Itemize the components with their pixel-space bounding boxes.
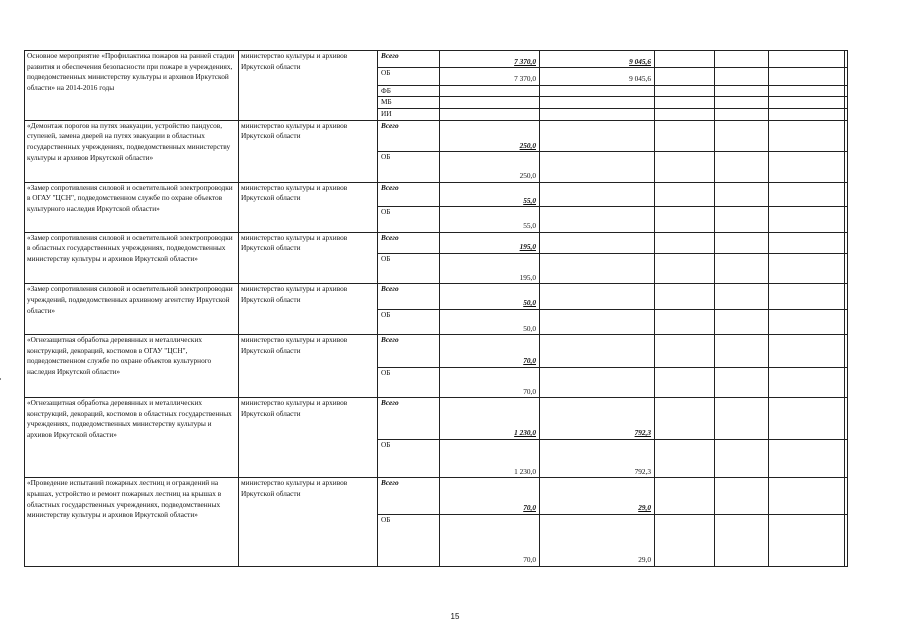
empty-cell bbox=[845, 109, 848, 121]
empty-cell bbox=[845, 478, 848, 515]
empty-cell bbox=[655, 97, 715, 109]
value-2014-cell: 195,0 bbox=[440, 232, 540, 253]
empty-cell bbox=[845, 515, 848, 567]
empty-cell bbox=[845, 398, 848, 440]
empty-cell bbox=[655, 51, 715, 68]
table-row bbox=[25, 335, 848, 368]
empty-cell bbox=[769, 85, 845, 97]
executor-cell: министерство культуры и архивов Иркутской области bbox=[239, 284, 378, 335]
value-2014-cell: 50,0 bbox=[440, 284, 540, 309]
value-2014-cell: 55,0 bbox=[440, 207, 540, 232]
page-number: 15 bbox=[450, 612, 460, 621]
empty-cell bbox=[845, 85, 848, 97]
value-2015-cell: 9 045,6 bbox=[540, 68, 655, 85]
table-row bbox=[25, 284, 848, 309]
empty-cell bbox=[845, 51, 848, 68]
event-name-cell: «Проведение испытаний пожарных лестниц и ограждений на крышах, устройство и ремонт пожарных лестниц на крышах в областных государственных учреждениях, подведомственных министерству культуры и архивов Иркутской области» bbox=[25, 478, 239, 567]
event-name-cell: «Огнезащитная обработка деревянных и металлических конструкций, декораций, костюмов в областных государственных учреждениях, подведомственных министерству культуры и архивов Иркутской области» bbox=[25, 398, 239, 478]
empty-cell bbox=[715, 253, 769, 283]
funding-source-cell: Всего bbox=[378, 398, 440, 440]
table-row bbox=[25, 478, 848, 515]
empty-cell bbox=[655, 367, 715, 397]
empty-cell bbox=[845, 68, 848, 85]
event-name-cell: Основное мероприятие «Профилактика пожаров на ранней стадии развития и обеспечения безопасности при пожаре в учреждениях, подведомственных министерству культуры и архивов Иркутской области» на 2014-2016 годы bbox=[25, 51, 239, 121]
value-2015-cell bbox=[540, 253, 655, 283]
empty-cell bbox=[655, 478, 715, 515]
empty-cell bbox=[715, 207, 769, 232]
value-2014-cell: 7 370,0 bbox=[440, 68, 540, 85]
empty-cell bbox=[845, 207, 848, 232]
funding-source-cell: ИИ bbox=[378, 109, 440, 121]
value-2015-cell bbox=[540, 367, 655, 397]
empty-cell bbox=[655, 439, 715, 478]
empty-cell bbox=[769, 478, 845, 515]
executor-cell: министерство культуры и архивов Иркутской области bbox=[239, 232, 378, 284]
funding-source-cell: Всего bbox=[378, 51, 440, 68]
empty-cell bbox=[715, 109, 769, 121]
empty-cell bbox=[769, 109, 845, 121]
empty-cell bbox=[769, 152, 845, 182]
executor-cell: министерство культуры и архивов Иркутской области bbox=[239, 398, 378, 478]
funding-source-cell: ОБ bbox=[378, 207, 440, 232]
executor-cell: министерство культуры и архивов Иркутской области bbox=[239, 51, 378, 121]
funding-source-cell: Всего bbox=[378, 182, 440, 206]
empty-cell bbox=[845, 439, 848, 478]
value-2015-cell bbox=[540, 309, 655, 334]
value-2015-cell: 29,0 bbox=[540, 515, 655, 567]
event-name-cell: «Замер сопротивления силовой и осветительной электропроводки учреждений, подведомственных архивному агентству Иркутской области» bbox=[25, 284, 239, 335]
value-2015-cell bbox=[540, 109, 655, 121]
empty-cell bbox=[655, 85, 715, 97]
empty-cell bbox=[655, 335, 715, 368]
value-2014-cell: 50,0 bbox=[440, 309, 540, 334]
empty-cell bbox=[715, 120, 769, 152]
empty-cell bbox=[769, 367, 845, 397]
empty-cell bbox=[715, 398, 769, 440]
empty-cell bbox=[655, 253, 715, 283]
empty-cell bbox=[655, 309, 715, 334]
value-2015-cell: 9 045,6 bbox=[540, 51, 655, 68]
empty-cell bbox=[715, 478, 769, 515]
value-2015-cell bbox=[540, 232, 655, 253]
value-2014-cell: 70,0 bbox=[440, 335, 540, 368]
empty-cell bbox=[715, 85, 769, 97]
empty-cell bbox=[715, 515, 769, 567]
empty-cell bbox=[655, 152, 715, 182]
empty-cell bbox=[845, 152, 848, 182]
value-2014-cell: 1 230,0 bbox=[440, 398, 540, 440]
empty-cell bbox=[769, 207, 845, 232]
empty-cell bbox=[845, 182, 848, 206]
table-row bbox=[25, 182, 848, 206]
empty-cell bbox=[655, 232, 715, 253]
empty-cell bbox=[769, 284, 845, 309]
empty-cell bbox=[769, 253, 845, 283]
empty-cell bbox=[715, 232, 769, 253]
funding-source-cell: ОБ bbox=[378, 515, 440, 567]
empty-cell bbox=[715, 309, 769, 334]
empty-cell bbox=[655, 284, 715, 309]
funding-source-cell: ОБ bbox=[378, 367, 440, 397]
empty-cell bbox=[715, 51, 769, 68]
empty-cell bbox=[715, 367, 769, 397]
value-2014-cell bbox=[440, 97, 540, 109]
value-2014-cell: 250,0 bbox=[440, 152, 540, 182]
value-2015-cell bbox=[540, 152, 655, 182]
funding-source-cell: Всего bbox=[378, 232, 440, 253]
empty-cell bbox=[769, 515, 845, 567]
executor-cell: министерство культуры и архивов Иркутской области bbox=[239, 335, 378, 398]
empty-cell bbox=[715, 68, 769, 85]
empty-cell bbox=[845, 232, 848, 253]
empty-cell bbox=[769, 398, 845, 440]
value-2014-cell bbox=[440, 85, 540, 97]
value-2015-cell bbox=[540, 182, 655, 206]
empty-cell bbox=[845, 309, 848, 334]
empty-cell bbox=[655, 182, 715, 206]
value-2014-cell: 195,0 bbox=[440, 253, 540, 283]
empty-cell bbox=[845, 335, 848, 368]
value-2014-cell: 7 370,0 bbox=[440, 51, 540, 68]
funding-source-cell: МБ bbox=[378, 97, 440, 109]
empty-cell bbox=[769, 335, 845, 368]
funding-source-cell: ОБ bbox=[378, 152, 440, 182]
empty-cell bbox=[655, 109, 715, 121]
value-2015-cell: 792,3 bbox=[540, 398, 655, 440]
funding-source-cell: ФБ bbox=[378, 85, 440, 97]
funding-source-cell: Всего bbox=[378, 120, 440, 152]
empty-cell bbox=[845, 253, 848, 283]
empty-cell bbox=[715, 152, 769, 182]
event-name-cell: «Огнезащитная обработка деревянных и металлических конструкций, декораций, костюмов в ОГАУ "ЦСН", подведомственном службе по охране объектов культурного наследия Иркутской области» bbox=[25, 335, 239, 398]
value-2015-cell: 792,3 bbox=[540, 439, 655, 478]
empty-cell bbox=[769, 97, 845, 109]
value-2015-cell: 29,0 bbox=[540, 478, 655, 515]
empty-cell bbox=[769, 120, 845, 152]
value-2014-cell: 70,0 bbox=[440, 515, 540, 567]
value-2014-cell: 1 230,0 bbox=[440, 439, 540, 478]
empty-cell bbox=[715, 182, 769, 206]
executor-cell: министерство культуры и архивов Иркутской области bbox=[239, 120, 378, 182]
empty-cell bbox=[715, 97, 769, 109]
value-2015-cell bbox=[540, 85, 655, 97]
funding-source-cell: Всего bbox=[378, 284, 440, 309]
empty-cell bbox=[845, 284, 848, 309]
empty-cell bbox=[655, 120, 715, 152]
table-row bbox=[25, 398, 848, 440]
table-row bbox=[25, 120, 848, 152]
empty-cell bbox=[769, 68, 845, 85]
executor-cell: министерство культуры и архивов Иркутской области bbox=[239, 478, 378, 567]
funding-source-cell: ОБ bbox=[378, 253, 440, 283]
value-2014-cell: 70,0 bbox=[440, 478, 540, 515]
funding-source-cell: Всего bbox=[378, 478, 440, 515]
event-name-cell: «Замер сопротивления силовой и осветительной электропроводки в ОГАУ "ЦСН", подведомственном службе по охране объектов культурного наследия Иркутской области» bbox=[25, 182, 239, 232]
empty-cell bbox=[769, 51, 845, 68]
funding-source-cell: ОБ bbox=[378, 68, 440, 85]
empty-cell bbox=[715, 284, 769, 309]
value-2015-cell bbox=[540, 207, 655, 232]
value-2014-cell: 250,0 bbox=[440, 120, 540, 152]
empty-cell bbox=[845, 120, 848, 152]
scan-speck bbox=[0, 378, 1, 380]
table-row bbox=[25, 232, 848, 253]
empty-cell bbox=[769, 439, 845, 478]
empty-cell bbox=[769, 182, 845, 206]
funding-source-cell: ОБ bbox=[378, 439, 440, 478]
empty-cell bbox=[655, 68, 715, 85]
event-name-cell: «Демонтаж порогов на путях эвакуации, устройство пандусов, ступеней, замена дверей на путях эвакуации в областных государственных учреждениях, подведомственных министерству культуры и архивов Иркутской области» bbox=[25, 120, 239, 182]
value-2015-cell bbox=[540, 97, 655, 109]
funding-source-cell: Всего bbox=[378, 335, 440, 368]
empty-cell bbox=[655, 515, 715, 567]
value-2015-cell bbox=[540, 120, 655, 152]
value-2015-cell bbox=[540, 335, 655, 368]
value-2014-cell bbox=[440, 109, 540, 121]
empty-cell bbox=[769, 309, 845, 334]
value-2014-cell: 55,0 bbox=[440, 182, 540, 206]
value-2014-cell: 70,0 bbox=[440, 367, 540, 397]
table-row bbox=[25, 51, 848, 68]
executor-cell: министерство культуры и архивов Иркутской области bbox=[239, 182, 378, 232]
value-2015-cell bbox=[540, 284, 655, 309]
empty-cell bbox=[769, 232, 845, 253]
budget-table bbox=[24, 50, 848, 567]
empty-cell bbox=[845, 367, 848, 397]
event-name-cell: «Замер сопротивления силовой и осветительной электропроводки в областных государственных учреждениях, подведомственных министерству культуры и архивов Иркутской области» bbox=[25, 232, 239, 284]
empty-cell bbox=[655, 207, 715, 232]
empty-cell bbox=[715, 335, 769, 368]
empty-cell bbox=[715, 439, 769, 478]
empty-cell bbox=[845, 97, 848, 109]
empty-cell bbox=[655, 398, 715, 440]
funding-source-cell: ОБ bbox=[378, 309, 440, 334]
